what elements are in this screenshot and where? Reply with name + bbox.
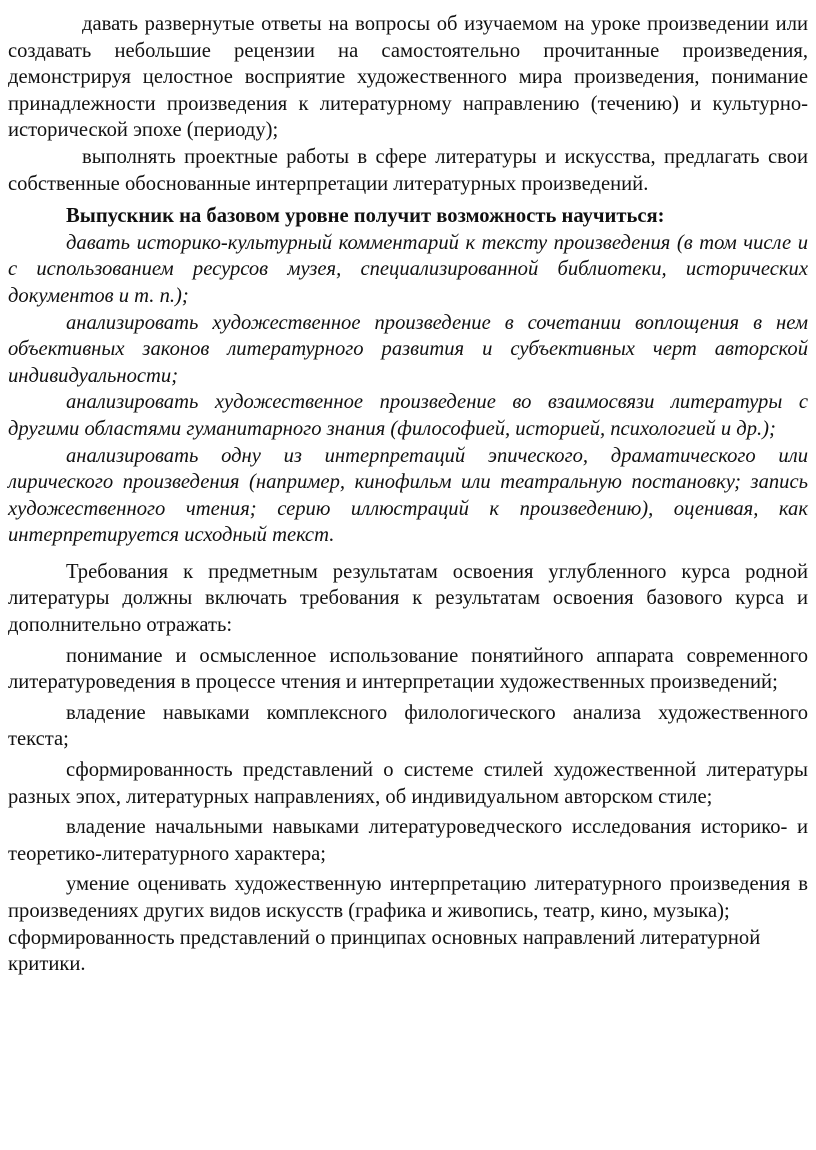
paragraph-terminology: понимание и осмысленное использование понятийного аппарата современного литературоведения в процессе чтения и интерпретации художественных произведений; [8, 644, 808, 694]
paragraph-analyze-interpretation: анализировать одну из интерпретаций эпического, драматического или лирического произведения (например, кинофильм или театральную постановку; запись художественного чтения; серию иллюстраций к произведению), оценивая, как интерпретируется исходный текст. [8, 444, 808, 547]
paragraph-historical-commentary: давать историко-культурный комментарий к тексту произведения (в том числе и с использованием ресурсов музея, специализированной библиотеки, исторических документов и т. п.); [8, 231, 808, 307]
paragraph-styles: сформированность представлений о системе стилей художественной литературы разных эпох, литературных направлениях, об индивидуальном авторском стиле; [8, 759, 808, 808]
paragraph-requirements: Требования к предметным результатам освоения углубленного курса родной литературы должны включать требования к результатам освоения базового курса и дополнительно отражать: [8, 560, 808, 637]
paragraph-analyze-laws: анализировать художественное произведение в сочетании воплощения в нем объективных законов литературного развития и субъективных черт авторской индивидуальности; [8, 311, 808, 387]
paragraph-research-skills: владение начальными навыками литературоведческого исследования историко- и теоретико-литературного характера; [8, 816, 808, 865]
paragraph-analyze-interrelation: анализировать художественное произведение во взаимосвязи литературы с другими областями гуманитарного знания (философией, историей, психологией и др.); [8, 391, 808, 440]
paragraph-art-interpretation: умение оценивать художественную интерпретацию литературного произведения в произведениях других видов искусств (графика и живопись, театр, кино, музыка); [8, 873, 808, 922]
paragraph-criticism: сформированность представлений о принципах основных направлений литературной критики. [8, 926, 761, 976]
section-heading: Выпускник на базовом уровне получит возможность научиться: [66, 205, 665, 228]
paragraph-answers-reviews: давать развернутые ответы на вопросы об изучаемом на уроке произведении или создавать небольшие рецензии на самостоятельно прочитанные произведения, демонстрируя целостное восприятие художественного мира произведения, понимание принадлежности произведения к литературному направлению (течению) и культурно-исторической эпохе (периоду); [8, 13, 808, 142]
paragraph-project-work: выполнять проектные работы в сфере литературы и искусства, предлагать свои собственные обоснованные интерпретации литературных произведений. [8, 145, 808, 195]
paragraph-philological-analysis: владение навыками комплексного филологического анализа художественного текста; [8, 701, 808, 751]
